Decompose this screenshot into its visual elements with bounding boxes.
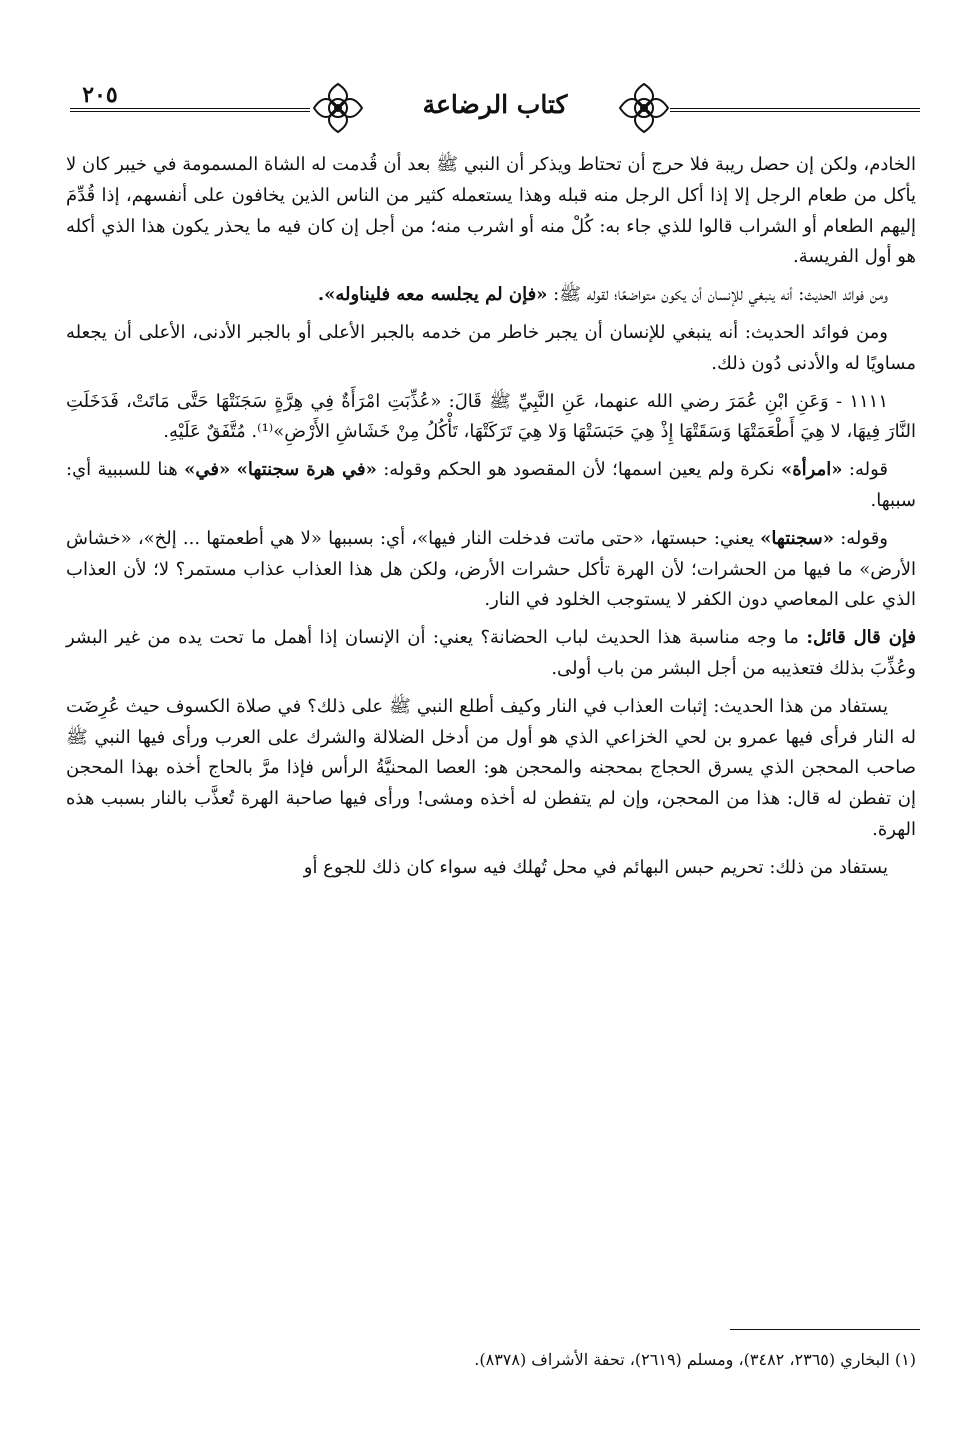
paragraph [66, 150, 916, 273]
paragraph [66, 387, 916, 449]
footnote: (١) البخاري (٢٣٦٥، ٣٤٨٢)، ومسلم (٢٦١٩)، تحفة الأشراف (٨٣٧٨). [474, 1350, 916, 1369]
text-run: هنا للسببية أي: سببها. [66, 459, 916, 511]
text-run: وقوله: [834, 527, 888, 549]
header-rule-left [70, 108, 310, 112]
ornament-icon [310, 80, 366, 136]
paragraph [66, 623, 916, 685]
text-run: نكرة ولم يعين اسمها؛ لأن المقصود هو الحكم وقوله: [376, 459, 781, 481]
footnote-divider [730, 1329, 920, 1330]
bold-text-run: «في هرة سجنتها» [236, 459, 377, 481]
header-rule-right [670, 108, 920, 112]
text-run: قوله: [842, 459, 888, 481]
paragraph [66, 524, 916, 616]
bold-text-run: فإن قال قائل: [806, 627, 916, 649]
ornament-icon [616, 80, 672, 136]
text-run: يستفاد من ذلك: تحريم حبس البهائم في محل تُهلك فيه سواء كان ذلك للجوع أو [303, 856, 888, 878]
bold-text-run: «فإن لم يجلسه معه فليناوله». [317, 284, 548, 306]
paragraph [66, 280, 916, 311]
bold-text-run: «امرأة» [780, 459, 843, 481]
text-run: ١١١١ - وَعَنِ ابْنِ عُمَرَ رضي الله عنهما، عَنِ النَّبِيِّ ﷺ قَالَ: «عُذِّبَتِ امْرَأَةٌ فِي هِرَّةٍ سَجَنَتْهَا حَتَّى مَاتَتْ، فَدَخَلَتِ النَّارَ فِيهَا، لا هِيَ أَطْعَمَتْهَا وَسَقَتْهَا إِذْ هِيَ حَبَسَتْهَا وَلا هِيَ تَرَكَتْهَا، تَأْكُلُ مِنْ خَشَاشِ الأَرْضِ»⁽¹⁾. مُتَّفَقٌ عَلَيْهِ. [66, 390, 916, 443]
paragraph [66, 853, 916, 884]
text-run: يستفاد من هذا الحديث: إثبات العذاب في النار وكيف أطلع النبي ﷺ على ذلك؟ في صلاة الكسوف حيث عُرِضَت له النار فرأى فيها عمرو بن لحي الخزاعي الذي هو أول من أدخل الضلالة والشرك على العرب ورأى فيها النبي ﷺ صاحب المحجن الذي يسرق الحجاج بمحجنه والمحجن هو: العصا المحنيَّةُ الرأس فإذا مرَّ بالحاج أخذه بهذا المحجن إن تفطن له قال: هذا من المحجن، وإن لم يتفطن له أخذه ومشى! ورأى فيها صاحبة الهرة تُعذَّب بالنار بسبب هذه الهرة. [66, 695, 916, 840]
text-run: ما وجه مناسبة هذا الحديث لباب الحضانة؟ يعني: أن الإنسان إذا أهمل ما تحت يده من غير البشر وعُذِّبَ بذلك فتعذيبه من أجل البشر من باب أولى. [66, 627, 916, 679]
page-header [60, 78, 920, 140]
page-number: ٢٠٥ [82, 82, 118, 108]
bold-text-run: «في» [184, 459, 231, 481]
bold-text-run: «سجنتها» [760, 527, 835, 549]
text-run: ومن فوائد الحديث: أنه ينبغي للإنسان أن يجبر خاطر من خدمه بالجبر الأعلى أو بالجبر الأدنى، الأعلى أن يجعله مساويًا له والأدنى دُون ذلك. [66, 321, 916, 374]
paragraph [66, 455, 916, 517]
text-run: ومن فوائد الحديث: أنه ينبغي للإنسان أن يكون متواضعًا؛ لقوله ﷺ: [547, 284, 888, 306]
paragraph [66, 692, 916, 846]
page-title: كتاب الرضاعة [422, 90, 568, 119]
text-run: الخادم، ولكن إن حصل ريبة فلا حرج أن تحتاط ويذكر أن النبي ﷺ بعد أن قُدمت له الشاة المسمومة في خيبر كان لا يأكل من طعام الرجل إلا إذا أكل الرجل منه قبله وهذا يستعمله كثير من الناس الذين يخافون على أنفسهم، إذا قُدِّمَ إليهم الطعام أو الشراب قالوا للذي جاء به: كُلْ منه أو اشرب منه؛ من أجل إن كان فيه ما يحذر يكون هذا الذي أكله هو أول الفريسة. [66, 154, 916, 268]
text-run: يعني: حبستها، «حتى ماتت فدخلت النار فيها»، أي: بسببها «لا هي أطعمتها ... إلخ»، «خشاش الأرض» ما فيها من الحشرات؛ لأن الهرة تأكل حشرات الأرض، ولكن هل هذا العذاب عذاب مستمر؟ لا؛ لأن العذاب الذي على المعاصي دون الكفر لا يستوجب الخلود في النار. [66, 527, 916, 611]
paragraph [66, 318, 916, 380]
body-text [66, 150, 916, 891]
